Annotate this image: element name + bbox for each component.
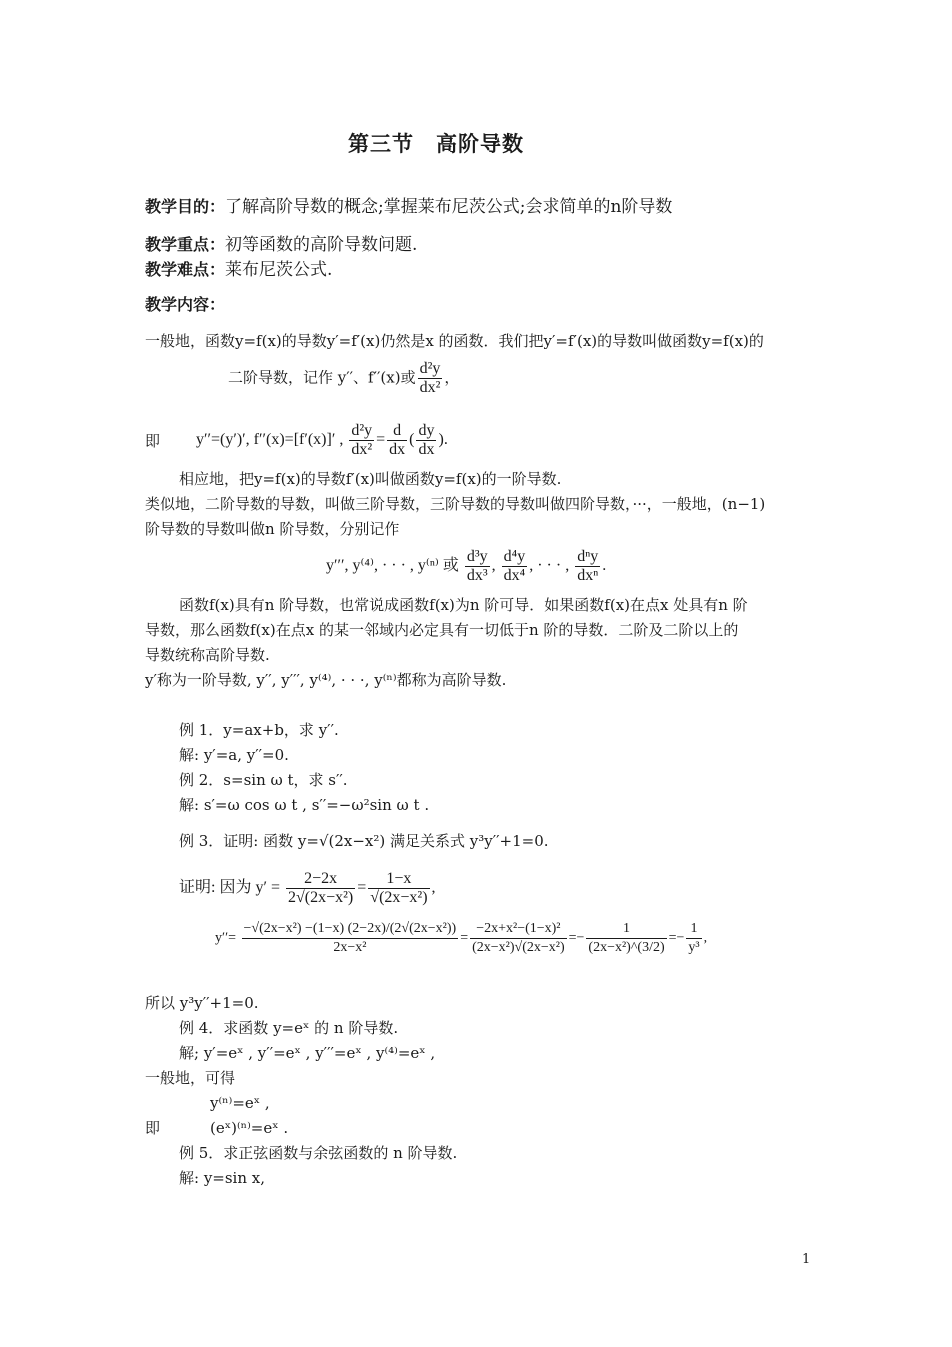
generally-line: 一般地，可得 — [145, 1069, 236, 1087]
neg-equals-1: =− — [568, 930, 585, 946]
solution-5: 解: y=sin x, — [179, 1169, 266, 1187]
ypp-equals-1: = — [460, 930, 469, 946]
proof-intro: 证明: 因为 y′ = — [179, 879, 280, 897]
frac-d3y — [465, 548, 490, 585]
teaching-keypoint — [145, 230, 417, 255]
y3-fraction — [686, 920, 701, 957]
conclusion: 所以 y³y′′+1=0. — [145, 994, 259, 1012]
intro-line-2: 二阶导数，记作 y′′、f′′(x)或 $\frac{\text{d²y}}{\text{dx²}}$ ， — [228, 360, 460, 396]
paragraph-line-4: y′称为一阶导数, y′′, y′′′, y⁽⁴⁾, · · ·, y⁽ⁿ⁾都称为高阶导数. — [145, 671, 507, 689]
ji-label-2: 即 — [145, 1119, 161, 1137]
second-derivative-fraction — [418, 360, 443, 397]
similar-line-2: 阶导数的导数叫做n 阶导数，分别记作 — [145, 520, 400, 538]
keypoint-label: 教学重点： — [145, 235, 226, 254]
paragraph-line-2: 导数，那么函数f(x)在点x 的某一邻域内必定具有一切低于n 阶的导数．二阶及二阶以上的 — [145, 621, 739, 639]
frac-d4y — [502, 548, 528, 585]
intro-line-1: 一般地，函数y=f(x)的导数y′=f′(x)仍然是x 的函数．我们把y′=f′(x)的导数叫做函数y=f(x)的 — [145, 332, 764, 350]
content-heading — [145, 292, 225, 315]
intro-line-2-text: 二阶导数，记作 y′′、f′′(x)或 — [228, 368, 416, 387]
solution-1: 解: y′=a, y′′=0. — [179, 746, 289, 764]
den-dx3: dx³ — [466, 567, 488, 584]
eq1-num-d: d — [387, 422, 407, 441]
example-3: 例 3．证明: 函数 y=√(2x−x²) 满足关系式 y³y′′+1=0. — [179, 832, 549, 850]
pow-fraction-num: 1 — [586, 920, 666, 939]
objective-label: 教学目的： — [145, 197, 226, 216]
difficulty-label: 教学难点： — [145, 260, 226, 279]
eq1-equals: = — [376, 431, 386, 449]
mid-fraction-den: (2x−x²)√(2x−x²) — [472, 940, 565, 955]
difficulty-text: 莱布尼茨公式. — [225, 260, 333, 280]
den-dx4: dx⁴ — [503, 567, 526, 584]
big-fraction — [242, 920, 459, 957]
paragraph-line-1: 函数f(x)具有n 阶导数，也常说成函数f(x)为n 阶可导．如果函数f(x)在点x 处具有n 阶 — [179, 596, 748, 614]
teaching-objective — [145, 192, 672, 217]
pow-fraction-den: (2x−x²)^(3/2) — [588, 940, 665, 955]
solution-4: 解; y′=eˣ , y′′=eˣ , y′′′=eˣ , y⁽⁴⁾=eˣ , — [179, 1044, 436, 1062]
example-5: 例 5．求正弦函数与余弦函数的 n 阶导数. — [179, 1144, 458, 1162]
proof-frac-1-num: 2−2x — [286, 870, 355, 889]
proof-frac-2-num: 1−x — [368, 870, 429, 889]
teaching-difficulty — [145, 255, 332, 280]
proof-frac-2-den: √(2x−x²) — [370, 889, 428, 906]
num-d4y: d⁴y — [503, 548, 526, 565]
eq1-den-dx-2: dx — [418, 441, 435, 458]
frac-den-dx2: dx² — [419, 379, 441, 396]
solution-2: 解: s′=ω cos ω t , s′′=−ω²sin ω t . — [179, 796, 430, 814]
higher-order-notation: y′′′, y⁽⁴⁾, · · · , y⁽ⁿ⁾ 或 $\frac{\text{d³y}}{\text{dx³}}$ , $\frac{\text{d⁴y}}{\text{dx⁴}}$ , · · · , $\frac{\text{dⁿy}}{\text{dxⁿ}}$ . — [326, 548, 607, 584]
example-2: 例 2．s=sin ω t，求 s′′. — [179, 771, 348, 789]
frac-dny — [575, 548, 600, 585]
page-number: 1 — [802, 1252, 811, 1267]
ji-label: 即 — [145, 432, 161, 450]
proof-frac-2 — [368, 870, 429, 907]
eq1-num-dy: dy — [418, 422, 435, 439]
den-dxn: dxⁿ — [577, 567, 599, 584]
example-4: 例 4．求函数 y=eˣ 的 n 阶导数. — [179, 1019, 399, 1037]
notation-dots: , · · · , — [529, 557, 570, 575]
mid-fraction-num: −2x+x²−(1−x)² — [470, 920, 567, 939]
nth-derivative-result: y⁽ⁿ⁾=eˣ , — [210, 1094, 270, 1112]
frac-num-d2y: d²y — [419, 360, 441, 377]
similar-line-1: 类似地，二阶导数的导数，叫做三阶导数，三阶导数的导数叫做四阶导数，···，一般地，(n−1) — [145, 495, 766, 513]
proof-equals: = — [357, 879, 367, 897]
page-title: 第三节 高阶导数 — [348, 132, 524, 156]
equation-1-lhs: y′′=(y′)′, f′′(x)=[f′(x)]′ , — [196, 431, 344, 449]
eq1-frac-d2y — [349, 422, 374, 459]
neg-equals-2: =− — [668, 930, 685, 946]
keypoint-text: 初等函数的高阶导数问题. — [225, 235, 418, 255]
eq1-frac-d — [387, 422, 407, 459]
eq1-den-dx2: dx² — [351, 441, 373, 458]
exponential-nth: (eˣ)⁽ⁿ⁾=eˣ . — [210, 1119, 289, 1137]
content-label: 教学内容： — [145, 295, 226, 314]
y3-fraction-num: 1 — [686, 920, 701, 939]
paragraph-line-3: 导数统称高阶导数. — [145, 646, 270, 664]
y3-fraction-den: y³ — [688, 940, 700, 955]
eq1-frac-dy — [416, 422, 436, 459]
objective-text: 了解高阶导数的概念;掌握莱布尼茨公式;会求简单的n阶导数 — [225, 197, 673, 217]
proof-frac-1 — [286, 870, 355, 907]
proof-frac-1-den: 2√(2x−x²) — [287, 889, 354, 906]
ypp-label: y′′= — [215, 930, 237, 946]
mid-fraction — [470, 920, 567, 957]
example-1: 例 1．y=ax+b，求 y′′. — [179, 721, 339, 739]
num-dny: dⁿy — [577, 548, 599, 565]
num-d3y: d³y — [466, 548, 488, 565]
eq1-den-dx: dx — [389, 441, 406, 458]
equation-1: y′′=(y′)′, f′′(x)=[f′(x)]′ , $\frac{\text{d²y}}{\text{dx²}}$ = $\frac{d}{dx}$ ( $\frac{dy}{dx}$ ). — [196, 422, 448, 458]
proof-second-derivative: y′′= $\frac{\text{−√(2x−x²) −(1−x) (2−2x)/(2√(2x−x²))}}{\text{2x−x²}}$ = $\frac{\text{−2x+x²−(1−x)²}}{\text{(2x−x²)√(2x−x²)}}$ =− $\frac{1}{\text{(2x−x²)\textasciicircum{}(3/2)}}$ =− $\frac{1}{\text{y³}}$ , — [215, 921, 708, 955]
notation-text: y′′′, y⁽⁴⁾, · · · , y⁽ⁿ⁾ 或 — [326, 557, 459, 575]
correspondingly-line: 相应地，把y=f(x)的导数f′(x)叫做函数y=f(x)的一阶导数. — [179, 470, 562, 488]
pow-fraction — [586, 920, 666, 957]
eq1-num-d2y: d²y — [351, 422, 373, 439]
proof-first-derivative: 证明: 因为 y′ = $\frac{2-2x}{\text{2√(2x−x²)}}$ = $\frac{1-x}{\text{√(2x−x²)}}$ , — [179, 870, 436, 906]
big-fraction-den: 2x−x² — [333, 940, 367, 955]
big-fraction-num: −√(2x−x²) −(1−x) (2−2x)/(2√(2x−x²)) — [242, 920, 459, 939]
